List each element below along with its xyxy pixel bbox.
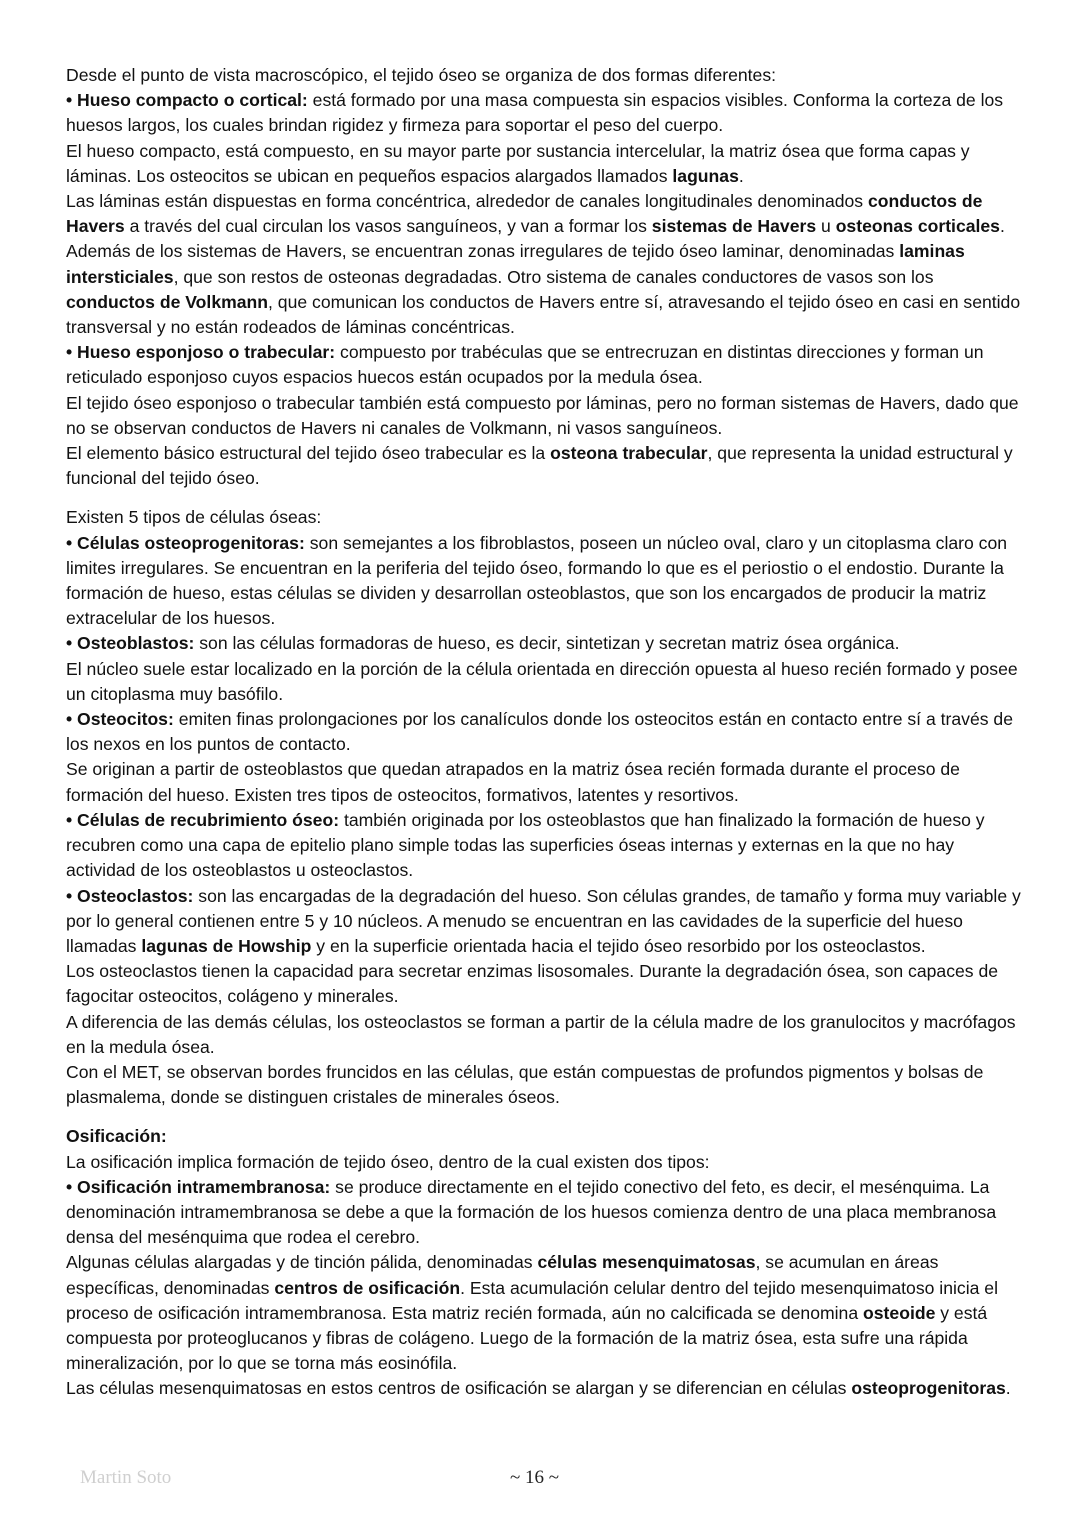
text-run: , que son restos de osteonas degradadas. Otro sistema de canales conductores de vasos son los [173, 266, 934, 287]
text-run: son las encargadas de la degradación del hueso. Son células grandes, de tamaño y forma muy variable y por lo general contienen entre 5 y 10 núcleos. A menudo se encuentran en las cavidades de la superficie del hueso llamadas [66, 885, 1021, 956]
text-run: Algunas células alargadas y de tinción pálida, denominadas [66, 1252, 538, 1273]
paragraph [66, 441, 1026, 491]
text-run: emiten finas prolongaciones por los canalículos donde los osteocitos están en contacto entre sí a través de los nexos en los puntos de contacto. [66, 709, 1013, 755]
document-body [66, 63, 1026, 1402]
paragraph [66, 63, 1026, 88]
bold-term: conductos de Havers [66, 191, 983, 237]
text-run: , que comunican los conductos de Havers entre sí, atravesando el tejido óseo en casi en sentido transversal y no están rodeados de láminas concéntricas. [66, 291, 1021, 338]
text-run: está formado por una masa compuesta sin espacios visibles. Conforma la corteza de los huesos largos, los cuales brindan rigidez y firmeza para soportar el peso del cuerpo. [66, 90, 1004, 136]
text-run: son las células formadoras de hueso, es decir, sintetizan y secretan matriz ósea orgánica. [194, 633, 900, 654]
bold-term: lagunas de Howship [141, 935, 312, 956]
bold-term: centros de osificación [274, 1277, 461, 1298]
paragraph [66, 808, 1026, 884]
bold-term: • Células de recubrimiento óseo: [66, 809, 340, 830]
paragraph [66, 1250, 1026, 1376]
author-watermark: Martin Soto [80, 1467, 172, 1488]
bold-term: • Células osteoprogenitoras: [66, 532, 305, 553]
paragraph [66, 1175, 1026, 1251]
paragraph [66, 657, 1026, 707]
bold-term: laminas intersticiales [66, 241, 965, 287]
text-run: u [816, 216, 836, 237]
text-run: Los osteoclastos tienen la capacidad para secretar enzimas lisosomales. Durante la degradación ósea, son capaces de fagocitar osteocitos, colágeno y minerales. [66, 961, 999, 1007]
bold-term: células mesenquimatosas [537, 1252, 756, 1273]
paragraph-gap [66, 491, 1026, 505]
paragraph [66, 88, 1026, 138]
text-run: Las células mesenquimatosas en estos centros de osificación se alargan y se diferencian en células [66, 1378, 852, 1399]
bold-term: conductos de Volkmann [66, 291, 269, 312]
bold-term: • Hueso esponjoso o trabecular: [66, 342, 336, 363]
bold-term: • Osteoclastos: [66, 885, 194, 906]
text-run: Se originan a partir de osteoblastos que quedan atrapados en la matriz ósea recién formada durante el proceso de formación del hueso. Existen tres tipos de osteocitos, formativos, latentes y resortivos. [66, 759, 960, 805]
bold-term: Osificación: [66, 1126, 167, 1147]
text-run: Las láminas están dispuestas en forma concéntrica, alrededor de canales longitudinales denominados [66, 191, 868, 212]
text-run: La osificación implica formación de tejido óseo, dentro de la cual existen dos tipos: [66, 1151, 710, 1172]
paragraph [66, 757, 1026, 807]
paragraph [66, 391, 1026, 441]
text-run: son semejantes a los fibroblastos, poseen un núcleo oval, claro y un citoplasma claro con limites irregulares. Se encuentran en la periferia del tejido óseo, formando lo que es el periostio o el endostio. Durante la formación de hueso, estas células se dividen y desarrollan osteoblastos, que son los encargados de producir la matriz extracelular de los huesos. [66, 532, 1008, 629]
bold-term: lagunas [672, 165, 739, 186]
paragraph [66, 1060, 1026, 1110]
text-run: El hueso compacto, está compuesto, en su mayor parte por sustancia intercelular, la matriz ósea que forma capas y láminas. Los osteocitos se ubican en pequeños espacios alargados llamados [66, 140, 970, 186]
bold-term: • Osteocitos: [66, 709, 174, 730]
text-run: A diferencia de las demás células, los osteoclastos se forman a partir de la célula madre de los granulocitos y macrófagos en la medula ósea. [66, 1011, 1016, 1057]
bold-term: • Osificación intramembranosa: [66, 1176, 331, 1197]
text-run: compuesto por trabéculas que se entrecruzan en distintas direcciones y forman un reticulado esponjoso cuyos espacios huecos están ocupados por la medula ósea. [66, 342, 984, 388]
text-run: también originada por los osteoblastos que han finalizado la formación de hueso y recubren como una capa de epitelio plano simple todas las superficies óseas internas y externas en la que no hay actividad de los osteoblastos u osteoclastos. [66, 809, 985, 881]
paragraph [66, 505, 1026, 530]
paragraph [66, 189, 1026, 340]
paragraph [66, 1124, 1026, 1149]
text-run: El tejido óseo esponjoso o trabecular también está compuesto por láminas, pero no forman sistemas de Havers, dado que no se observan conductos de Havers ni canales de Volkmann, ni vasos sanguíneos. [66, 392, 1019, 438]
bold-term: osteonas corticales [835, 216, 1000, 237]
bold-term: • Hueso compacto o cortical: [66, 90, 308, 111]
text-run: y en la superficie orientada hacia el tejido óseo resorbido por los osteoclastos. [311, 935, 926, 956]
bold-term: osteoide [863, 1302, 936, 1323]
text-run: . [738, 165, 744, 186]
paragraph [66, 1376, 1026, 1401]
text-run: , se acumulan en áreas específicas, denominadas [66, 1252, 939, 1298]
text-run: se produce directamente en el tejido conectivo del feto, es decir, el mesénquima. La denominación intramembranosa se debe a que la formación de los huesos comienza dentro de una placa membranosa densa del mesénquima que rodea el cerebro. [66, 1176, 997, 1248]
text-run: , que representa la unidad estructural y funcional del tejido óseo. [66, 443, 1013, 489]
paragraph [66, 631, 1026, 656]
paragraph-gap [66, 1110, 1026, 1124]
paragraph [66, 707, 1026, 757]
paragraph [66, 884, 1026, 960]
text-run: Existen 5 tipos de células óseas: [66, 507, 322, 528]
text-run: y está compuesta por proteoglucanos y fibras de colágeno. Luego de la formación de la matriz ósea, esta sufre una rápida mineralización, por lo que se torna más eosinófila. [66, 1302, 988, 1374]
text-run: Con el MET, se observan bordes fruncidos en las células, que están compuestas de profundos pigmentos y bolsas de plasmalema, donde se distinguen cristales de minerales óseos. [66, 1061, 984, 1108]
bold-term: osteona trabecular [550, 443, 708, 464]
text-run: . Además de los sistemas de Havers, se encuentran zonas irregulares de tejido óseo laminar, denominadas [66, 216, 1005, 262]
page-number: ~ 16 ~ [510, 1467, 560, 1488]
bold-term: osteoprogenitoras [851, 1378, 1006, 1399]
text-run: . Esta acumulación celular dentro del tejido mesenquimatoso inicia el proceso de osificación intramembranosa. Esta matriz recién formada, aún no calcificada se denomina [66, 1277, 998, 1323]
paragraph [66, 139, 1026, 189]
text-run: El núcleo suele estar localizado en la porción de la célula orientada en dirección opuesta al hueso recién formado y posee un citoplasma muy basófilo. [66, 658, 1018, 704]
text-run: El elemento básico estructural del tejido óseo trabecular es la [66, 443, 551, 464]
paragraph [66, 1010, 1026, 1060]
text-run: . [1005, 1378, 1011, 1399]
text-run: Desde el punto de vista macroscópico, el tejido óseo se organiza de dos formas diferentes: [66, 65, 777, 85]
paragraph [66, 1150, 1026, 1175]
bold-term: sistemas de Havers [651, 216, 817, 237]
paragraph [66, 531, 1026, 632]
bold-term: • Osteoblastos: [66, 633, 195, 654]
paragraph [66, 340, 1026, 390]
paragraph [66, 959, 1026, 1009]
text-run: a través del cual circulan los vasos sanguíneos, y van a formar los [124, 216, 652, 237]
